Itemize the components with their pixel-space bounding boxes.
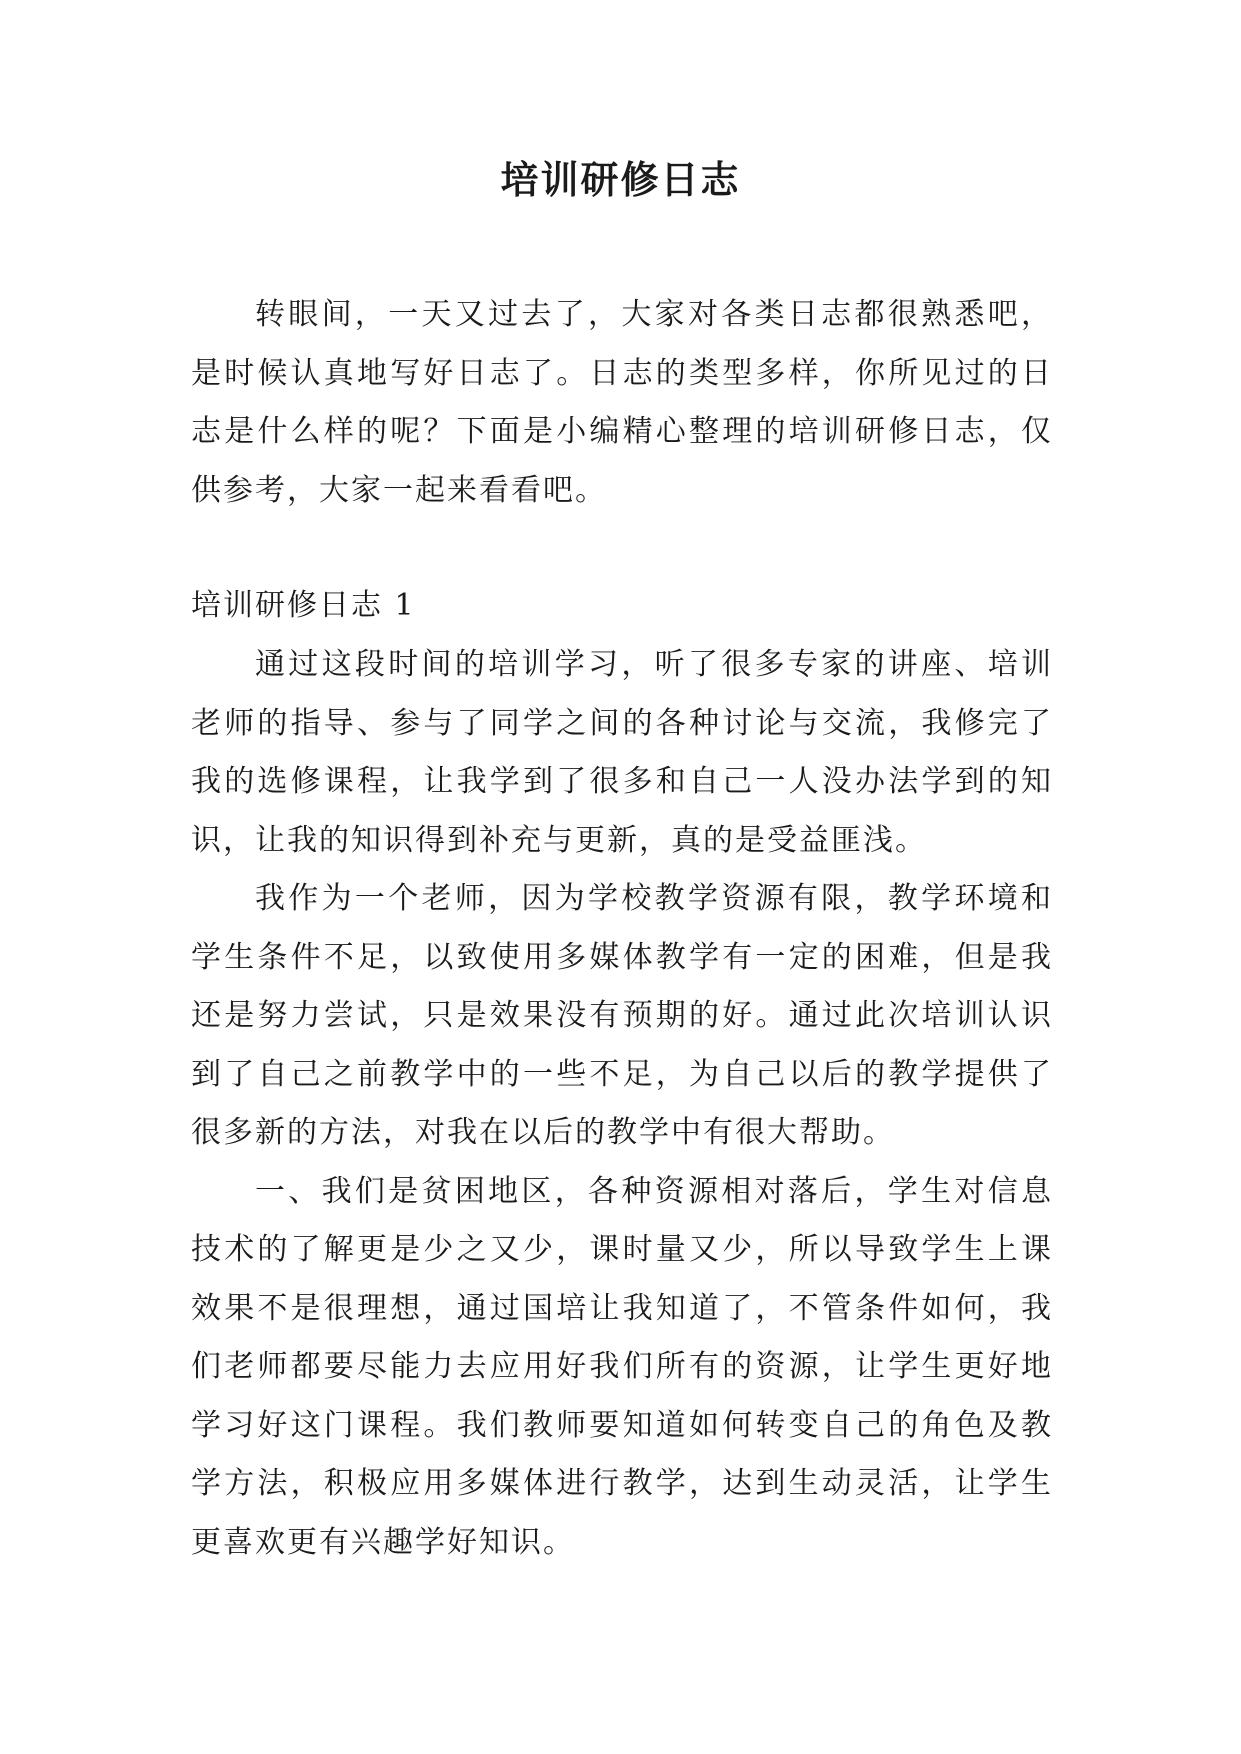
section-paragraph-1: 通过这段时间的培训学习，听了很多专家的讲座、培训老师的指导、参与了同学之间的各种讨论与交流，我修完了我的选修课程，让我学到了很多和自己一人没办法学到的知识，让我的知识得到补充与更新，真的是受益匪浅。 xyxy=(191,647,1053,858)
section-paragraph-2: 我作为一个老师，因为学校教学资源有限，教学环境和学生条件不足，以致使用多媒体教学有一定的困难，但是我还是努力尝试，只是效果没有预期的好。通过此次培训认识到了自己之前教学中的一些不足，为自己以后的教学提供了很多新的方法，对我在以后的教学中有很大帮助。 xyxy=(191,881,1053,1150)
intro-paragraph: 转眼间，一天又过去了，大家对各类日志都很熟悉吧，是时候认真地写好日志了。日志的类型多样，你所见过的日志是什么样的呢？下面是小编精心整理的培训研修日志，仅供参考，大家一起来看看吧。 xyxy=(191,297,1053,508)
document-title: 培训研修日志 xyxy=(500,158,741,202)
section-heading: 培训研修日志 1 xyxy=(191,588,416,623)
section-body xyxy=(191,636,1053,1572)
section-paragraph-3: 一、我们是贫困地区，各种资源相对落后，学生对信息技术的了解更是少之又少，课时量又少，所以导致学生上课效果不是很理想，通过国培让我知道了，不管条件如何，我们老师都要尽能力去应用好我们所有的资源，让学生更好地学习好这门课程。我们教师要知道如何转变自己的角色及教学方法，积极应用多媒体进行教学，达到生动灵活，让学生更喜欢更有兴趣学好知识。 xyxy=(191,1173,1053,1560)
